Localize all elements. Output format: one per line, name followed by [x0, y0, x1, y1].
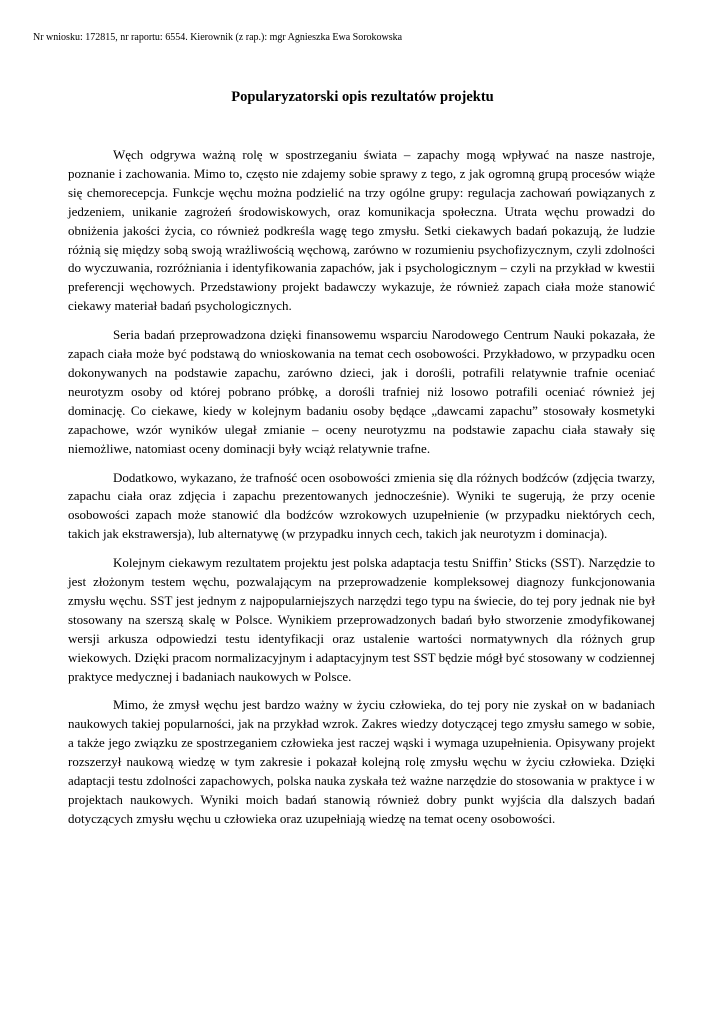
- report-header: Nr wniosku: 172815, nr raportu: 6554. Kierownik (z rap.): mgr Agnieszka Ewa Sorokowska: [33, 32, 403, 43]
- document-body: [68, 146, 655, 839]
- document-title: Popularyzatorski opis rezultatów projektu: [231, 89, 494, 105]
- paragraph-5: Mimo, że zmysł węchu jest bardzo ważny w życiu człowieka, do tej pory nie zyskał on w badaniach naukowych takiej popularności, jak na przykład wzrok. Zakres wiedzy dotyczącej tego zmysłu samego w sobie, a także jego związku ze spostrzeganiem człowieka jest raczej wąski i wymaga uzupełnienia. Opisywany projekt rozszerzył naukową wiedzę w tym zakresie i pokazał kolejną rolę zmysłu węchu w życiu człowieka. Dzięki adaptacji testu zdolności zapachowych, polska nauka zyskała też ważne narzędzie do stosowania w praktyce i w projektach naukowych. Wyniki moich badań stanowią również dobry punkt wyjścia dla dalszych badań dotyczących zmysłu węchu u człowieka oraz uzupełniają wiedzę na temat oceny osobowości.: [68, 697, 655, 826]
- paragraph-1: Węch odgrywa ważną rolę w spostrzeganiu świata – zapachy mogą wpływać na nasze nastroje, poznanie i zachowania. Mimo to, często nie zdajemy sobie sprawy z tego, z jak ogromną grupą procesów wiąże się chemorecepcja. Funkcje węchu można podzielić na trzy ogólne grupy: regulacja zachowań powiązanych z jedzeniem, unikanie zagrożeń środowiskowych, oraz komunikacja społeczna. Utrata węchu prowadzi do obniżenia jakości życia, co również podkreśla wagę tego zmysłu. Setki ciekawych badań pokazują, że ludzie różnią się między sobą swoją wrażliwością węchową, zarówno w rozumieniu psychofizycznym, czyli zdolności do wyczuwania, rozróżniania i identyfikowania zapachów, jak i psychologicznym – czyli na przykład w kwestii preferencji węchowych. Przedstawiony projekt badawczy wykazuje, że również zapach ciała może stanowić ciekawy materiał badań psychologicznych.: [68, 147, 655, 314]
- paragraph-2: Seria badań przeprowadzona dzięki finansowemu wsparciu Narodowego Centrum Nauki pokazała, że zapach ciała może być podstawą do wnioskowania na temat cech osobowości. Przykładowo, w przypadku ocen dokonywanych na podstawie zapachu, zarówno dzieci, jak i dorośli, potrafili relatywnie trafnie oceniać neurotyzm osoby od której pobrano próbkę, a dorośli trafniej niż losowo potrafili oceniać również jej dominację. Co ciekawe, kiedy w kolejnym badaniu osoby będące „dawcami zapachu” stosowały kosmetyki zapachowe, wzór wyników ulegał zmianie – oceny neurotyzmu na podstawie zapachu ciała stawały się niemożliwe, natomiast oceny dominacji były wciąż relatywnie trafne.: [68, 327, 655, 456]
- paragraph-4: Kolejnym ciekawym rezultatem projektu jest polska adaptacja testu Sniffin’ Sticks (SST). Narzędzie to jest złożonym testem węchu, pozwalającym na przeprowadzenie kompleksowej diagnozy funkcjonowania zmysłu węchu. SST jest jednym z najpopularniejszych narzędzi tego typu na świecie, do tej pory jednak nie był stosowany na szerszą skalę w Polsce. Wynikiem przeprowadzonych badań było stworzenie zmodyfikowanej wersji arkusza odpowiedzi testu identyfikacji oraz ustalenie wartości normatywnych dla różnych grup wiekowych. Dzięki pracom normalizacyjnym i adaptacyjnym test SST będzie mógł być stosowany w codziennej praktyce medycznej i badaniach naukowych w Polsce.: [68, 555, 655, 684]
- paragraph-3: Dodatkowo, wykazano, że trafność ocen osobowości zmienia się dla różnych bodźców (zdjęcia twarzy, zapachu ciała oraz zdjęcia i zapachu prezentowanych jednocześnie). Wyniki te sugerują, że przy ocenie osobowości zapach może stanowić dla bodźców wzrokowych uzupełnienie (w przypadku niektórych cech, takich jak ekstrawersja), lub alternatywę (w przypadku innych cech, takich jak neurotyzm i dominacja).: [68, 469, 655, 542]
